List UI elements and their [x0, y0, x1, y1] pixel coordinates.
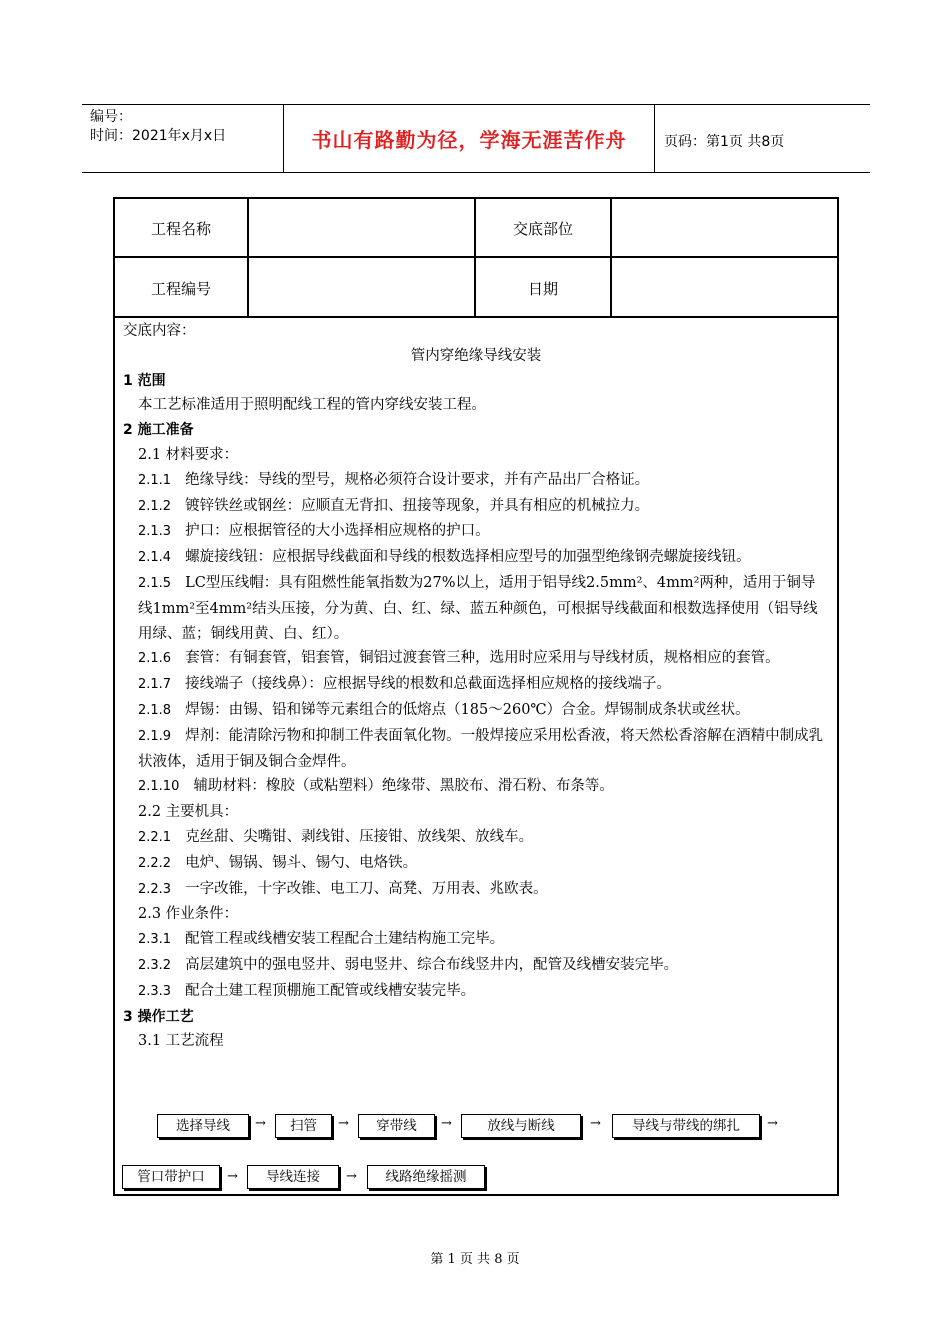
project-no-value[interactable] — [249, 259, 474, 315]
header-page-info: 页码：第1页 共8页 — [664, 134, 785, 150]
item-2-2: 2.2 主要机具： — [138, 804, 239, 821]
header-motto: 书山有路勤为径，学海无涯苦作舟 — [311, 128, 627, 152]
item-2-1-8: 2.1.8 焊锡：由锡、铅和锑等元素组合的低熔点（185～260℃）合金。焊锡制成条状或丝状。 — [138, 701, 750, 718]
item-2-1-9: 2.1.9 焊剂：能清除污物和抑制工件表面氧化物。一般焊接应采用松香液，将天然松香溶解在酒精中制成乳状液体，适用于铜及铜合金焊件。 — [138, 727, 824, 770]
page-footer: 第 1 页 共 8 页 — [430, 1252, 520, 1267]
section-3-heading: 3 操作工艺 — [123, 1008, 194, 1025]
item-2-1-7: 2.1.7 接线端子（接线鼻）：应根据导线的根数和总截面选择相应规格的接线端子。 — [138, 676, 671, 693]
header-number: 编号： — [90, 109, 132, 125]
section-2-heading: 2 施工准备 — [123, 422, 194, 439]
item-2-3: 2.3 作业条件： — [138, 906, 239, 923]
flow-arrow: → — [346, 1169, 357, 1184]
flow-step-thread-leader: 穿带线 — [358, 1114, 435, 1138]
disclosure-part-label: 交底部位 — [512, 220, 573, 238]
project-name-label: 工程名称 — [150, 220, 211, 238]
flow-step-pipe-mouth-guard: 管口带护口 — [122, 1165, 220, 1189]
date-label: 日期 — [527, 280, 558, 298]
item-2-2-1: 2.2.1 克丝甜、尖嘴钳、剥线钳、压接钳、放线架、放线车。 — [138, 828, 534, 845]
date-value[interactable] — [612, 259, 835, 315]
content-title: 管内穿绝缘导线安装 — [410, 347, 542, 364]
item-2-1-5: 2.1.5 LC型压线帽：具有阻燃性能氧指数为27%以上，适用于铝导线2.5mm²、4mm²两种，适用于铜导线1mm²至4mm²结头压接，分为黄、白、红、绿、蓝五种颜色，可根据导线截面和根数选择使用（铝导线用绿、蓝；铜线用黄、白、红）。 — [138, 574, 818, 642]
item-2-1-3: 2.1.3 护口：应根据管径的大小选择相应规格的护口。 — [138, 523, 490, 540]
flow-arrow: → — [255, 1116, 266, 1131]
header-time: 时间：2021年x月x日 — [90, 128, 227, 144]
section-1-heading: 1 范围 — [123, 372, 166, 389]
flow-step-clean-pipe: 扫管 — [275, 1114, 332, 1138]
item-2-1: 2.1 材料要求： — [138, 446, 239, 463]
disclosure-part-value[interactable] — [612, 200, 835, 256]
flow-arrow: → — [441, 1116, 452, 1131]
header-meta — [90, 108, 226, 146]
item-2-3-1: 2.3.1 配管工程或线槽安装工程配合土建结构施工完毕。 — [138, 931, 505, 948]
flow-arrow: → — [590, 1116, 601, 1131]
item-2-1-6: 2.1.6 套管：有铜套管，铝套管，铜铝过渡套管三种，选用时应采用与导线材质，规格相应的套管。 — [138, 650, 780, 667]
flow-step-insulation-test: 线路绝缘摇测 — [367, 1165, 485, 1189]
flow-arrow: → — [338, 1116, 349, 1131]
item-2-2-2: 2.2.2 电炉、锡锅、锡斗、锡勺、电烙铁。 — [138, 854, 418, 871]
header-divider-right — [654, 104, 655, 172]
project-no-label: 工程编号 — [150, 280, 211, 298]
flow-arrow: → — [227, 1169, 238, 1184]
flow-step-bind-wire: 导线与带线的绑扎 — [612, 1114, 760, 1138]
item-2-1-4: 2.1.4 螺旋接线钮：应根据导线截面和导线的根数选择相应型号的加强型绝缘钢壳螺旋接线钮。 — [138, 549, 751, 566]
header-bottom-rule — [82, 172, 870, 173]
flow-step-unwind-cut: 放线与断线 — [461, 1114, 581, 1138]
item-2-3-2: 2.3.2 高层建筑中的强电竖井、弱电竖井、综合布线竖井内，配管及线槽安装完毕。 — [138, 956, 679, 973]
flow-step-wire-connection: 导线连接 — [247, 1165, 339, 1189]
item-2-3-3: 2.3.3 配合土建工程顶棚施工配管或线槽安装完毕。 — [138, 982, 476, 999]
item-2-1-1: 2.1.1 绝缘导线：导线的型号，规格必须符合设计要求，并有产品出厂合格证。 — [138, 471, 650, 488]
item-2-1-2: 2.1.2 镀锌铁丝或钢丝：应顺直无背扣、扭接等现象，并具有相应的机械拉力。 — [138, 497, 650, 514]
flow-step-select-wire: 选择导线 — [157, 1114, 249, 1138]
form-col-divider-2 — [474, 197, 476, 318]
item-2-2-3: 2.2.3 一字改锥，十字改锥、电工刀、高凳、万用表、兆欧表。 — [138, 880, 548, 897]
flow-arrow: → — [767, 1116, 778, 1131]
project-name-value[interactable] — [249, 200, 474, 256]
item-3-1: 3.1 工艺流程 — [138, 1033, 224, 1050]
content-intro: 交底内容： — [123, 323, 196, 339]
item-2-1-10: 2.1.10 辅助材料：橡胶（或粘塑料）绝缘带、黑胶布、滑石粉、布条等。 — [138, 778, 614, 795]
disclosure-content — [123, 319, 829, 1054]
section-1-text: 本工艺标准适用于照明配线工程的管内穿线安装工程。 — [138, 397, 486, 414]
header-top-rule — [82, 104, 870, 105]
